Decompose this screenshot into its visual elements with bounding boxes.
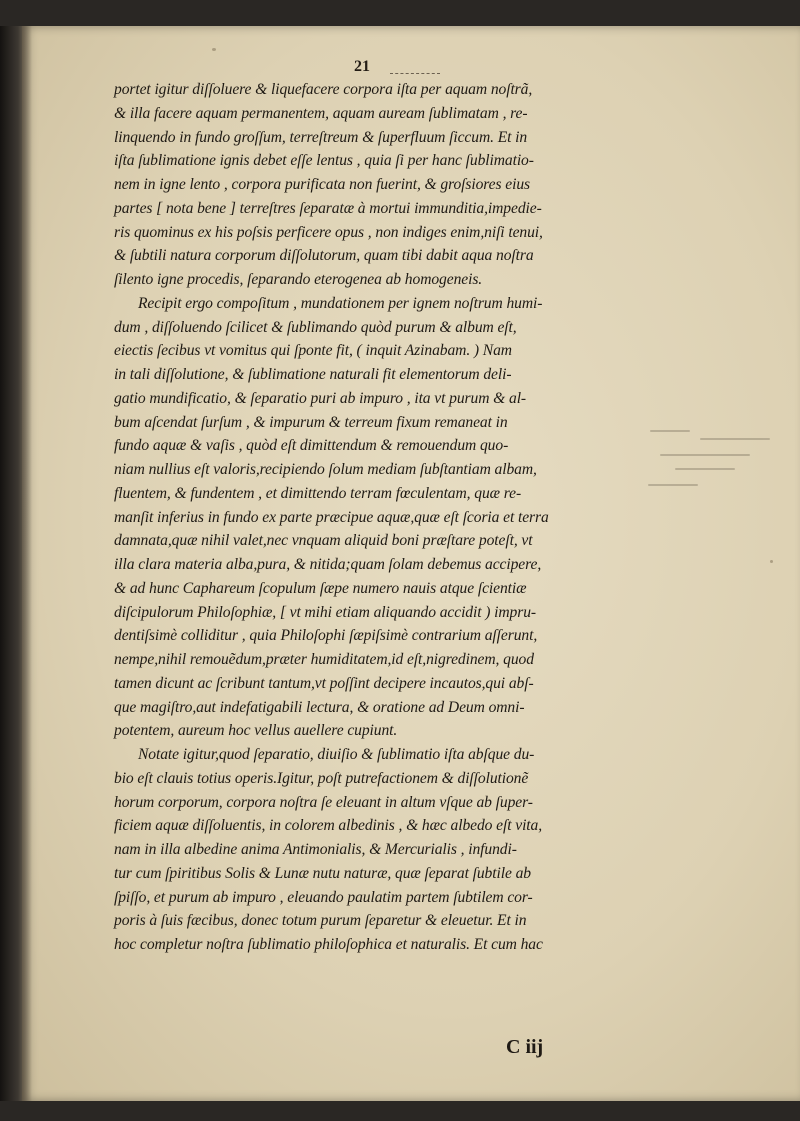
latin-body-text [114,78,634,957]
text-line: ſpiſſo, et purum ab impuro , eleuando paulatim partem ſubtilem cor- [114,888,533,906]
text-line: Recipit ergo compoſitum , mundationem per ignem noſtrum humi- [138,294,543,312]
text-line: ſilento igne procedis, ſeparando eterogenea ab homogeneis. [114,271,483,288]
bleed-through-marks [640,408,790,518]
text-line: illa clara materia alba,pura, & nitida;quam ſolam debemus accipere, [114,556,542,573]
page-number: 21 [354,58,370,75]
text-line: linquendo in fundo groſſum, terreſtreum & ſuperfluum ſiccum. Et in [114,128,528,146]
text-line: poris à ſuis fæcibus, donec totum purum ſeparetur & eleuetur. Et in [114,912,527,930]
text-line: gatio mundificatio, & ſeparatio puri ab impuro , ita vt purum & al- [114,389,527,407]
text-line: bio eſt clauis totius operis.Igitur, poſt putrefactionem & diſſolutionẽ [114,769,529,787]
text-line: horum corporum, corpora noſtra ſe eleuant in altum vſque ab ſuper- [114,793,533,811]
text-line: nempe,nihil remouẽdum,præter humiditatem,id eſt,nigredinem, quod [114,651,534,668]
text-line: & illa facere aquam permanentem, aquam auream ſublimatam , re- [114,104,528,122]
text-line: dum , diſſoluendo ſcilicet & ſublimando quòd purum & album eſt, [114,318,517,336]
text-line: partes [ nota bene ] terreſtres ſeparatæ à mortui immunditia,impedie- [114,199,542,217]
text-line: potentem, aureum hoc vellus auellere cupiunt. [114,722,398,740]
text-line: fluentem, & fundentem , et dimittendo terram fœculentam, quæ re- [114,484,522,502]
text-line: manſit inferius in fundo ex parte præcipue aquæ,quæ eſt ſcoria et terra [114,508,549,526]
text-line: iſta ſublimatione ignis debet eſſe lentus , quia ſi per hanc ſublimatio- [114,152,534,170]
text-line: diſcipulorum Philoſophiæ, [ vt mihi etiam aliquando accidit ) impru- [114,603,536,621]
text-line: tur cum ſpiritibus Solis & Lunæ nutu naturæ, quæ ſeparat ſubtile ab [114,864,531,882]
text-line: ris quominus ex his poſsis perficere opus , non indiges enim,niſi tenui, [114,223,543,241]
header-rule [390,73,440,74]
text-line: portet igitur diſſoluere & liquefacere corpora iſta per aquam noſtrã, [114,81,533,98]
text-line: nem in igne lento , corpora purificata non fuerint, & groſsiores eius [114,176,530,193]
text-line: dentiſsimè colliditur , quia Philoſophi ſæpiſsimè contrarium aſſerunt, [114,627,538,645]
text-line: que magiſtro,aut indefatigabili lectura, & oratione ad Deum omni- [114,698,525,716]
text-line: fundo aquæ & vaſis , quòd eſt dimittendum & remouendum quo- [114,437,509,455]
text-line: nam in illa albedine anima Antimonialis, & Mercurialis , infundi- [114,841,517,858]
signature-mark: C iij [506,1036,544,1058]
paper-speck [770,560,773,563]
text-line: niam nullius eſt valoris,recipiendo ſolum mediam ſubſtantiam albam, [114,461,537,478]
text-line: bum aſcendat ſurſum , & impurum & terreum fixum remaneat in [114,413,508,431]
text-line: hoc completur noſtra ſublimatio philoſophica et naturalis. Et cum hac [114,936,543,953]
text-line: tamen dicunt ac ſcribunt tantum,vt poſſint decipere incautos,qui abſ- [114,674,534,692]
text-line: in tali diſſolutione, & ſublimatione naturali fit elementorum deli- [114,366,512,383]
text-line: eiectis ſecibus vt vomitus qui ſponte fit, ( inquit Azinabam. ) Nam [114,342,512,360]
text-line: Notate igitur,quod ſeparatio, diuiſio & ſublimatio iſta abſque du- [138,746,535,763]
text-line: & ſubtili natura corporum diſſolutorum, quam tibi dabit aqua noſtra [114,247,534,265]
text-line: & ad hunc Caphareum ſcopulum ſæpe numero nauis atque ſcientiæ [114,579,527,597]
text-line: ficiem aquæ diſſoluentis, in colorem albedinis , & hæc albedo eſt vita, [114,817,543,835]
paper-speck [212,48,216,51]
text-line: damnata,quæ nihil valet,nec vnquam aliquid boni præſtare poteſt, vt [114,532,533,550]
page-edge-shadow [22,26,32,1101]
